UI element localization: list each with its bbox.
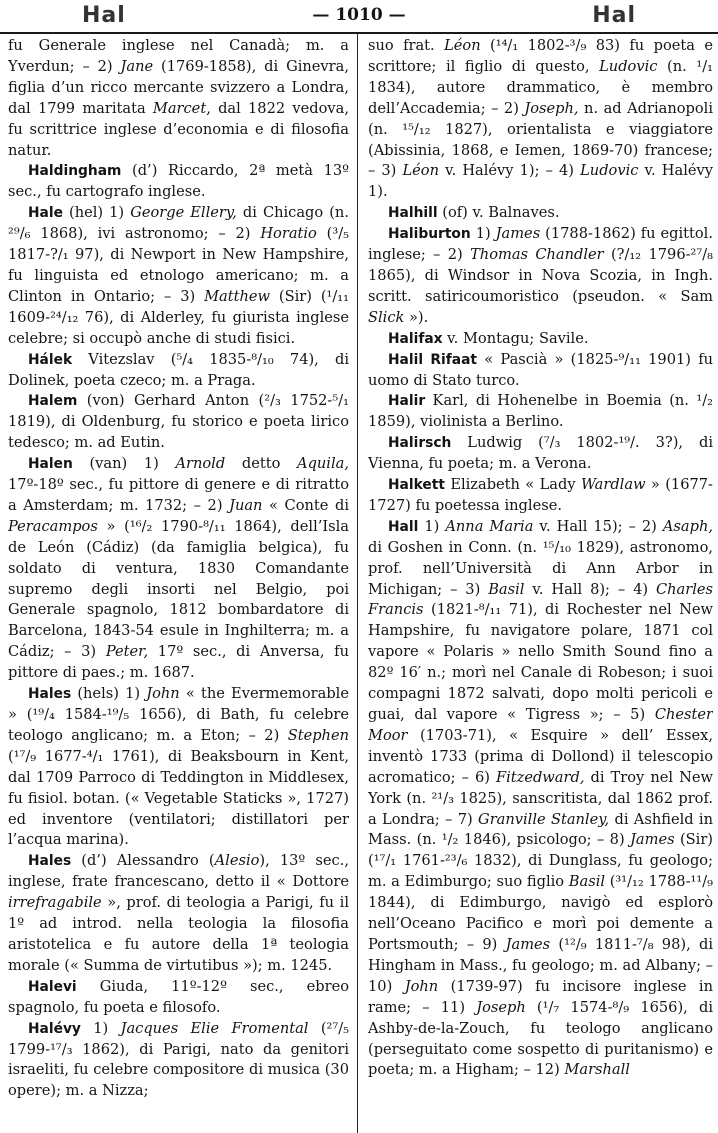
entry-text: » (¹⁶/₂ 1790-⁸/₁₁ 1864), dell’Isla de León (Cádiz) (da famiglia belgica), fu soldato di ventura, 1830 Comandante supremo degli insorti nel Belgio, poi Generale spagnolo, 1812 bombardatore di Barcelona, 1843-54 esule in Inghilterra; m. a Cádiz; – 3) — [8, 517, 349, 661]
entry-text: (1703-71), « Esquire » dell’ Essex, inventò 1733 (prima di Dollond) il telescopio acromatico; – 6) — [368, 726, 713, 786]
entry-text: 1) — [80, 1019, 121, 1037]
dictionary-entry — [8, 350, 349, 392]
italic-text: Thomas Chandler — [470, 246, 604, 264]
entry-text: (¹⁷/₉ 1677-⁴/₁ 1761), di Beaksbourn in Kent, dal 1709 Parroco di Teddington in Middlesex, fu fisiol. botan. (« Vegetable Staticks », 1727) ed inventore (ventilatori; distillatori per l’acqua marina). — [8, 747, 349, 849]
entry-continuation — [368, 36, 713, 203]
entry-text: Elizabeth « Lady — [444, 476, 581, 494]
entry-text: (³/₅ 1817-?/₁ 97), di Newport in New Hampshire, fu linguista ed etnologo americano; m. a Clinton in Ontario; – 3) — [8, 225, 349, 305]
italic-text: Marshall — [564, 1061, 630, 1079]
dictionary-entry — [8, 391, 349, 454]
italic-text: Jacques Elie Fromental — [120, 1019, 309, 1037]
dictionary-entry — [8, 1019, 349, 1103]
entry-headword: Halevi — [28, 978, 77, 995]
entry-text: di Goshen in Conn. (n. ¹⁵/₁₀ 1829), astronomo, prof. nell’Università di Ann Arbor in Michigan; – 3) — [368, 538, 713, 598]
dictionary-entry — [368, 350, 713, 392]
italic-text: Fitzedward, — [495, 768, 585, 786]
entry-text: v. Halévy 1). — [368, 162, 713, 201]
entry-text: di Ashfield in Mass. (n. ¹/₂ 1846), psicologo; – 8) — [368, 810, 713, 849]
entry-text: v. Montagu; Savile. — [442, 329, 589, 347]
entry-headword: Halévy — [28, 1020, 81, 1037]
entry-headword: Haldingham — [28, 163, 122, 180]
entry-text: Ludwig (⁷/₃ 1802-¹⁹/. 3?), di Vienna, fu poeta; m. a Verona. — [368, 434, 713, 473]
entry-text: (d’) Alessandro ( — [71, 852, 215, 870]
entry-text: 1) — [418, 517, 446, 535]
entry-text: detto — [225, 455, 298, 473]
italic-text: Léon — [402, 162, 439, 180]
italic-text: Ludovic — [580, 162, 639, 180]
entry-text: 17º-18º sec., fu pittore di genere e di ritratto a Amsterdam; m. 1732; – 2) — [8, 476, 349, 514]
italic-text: Joseph, — [524, 99, 579, 117]
entry-text: ), 13º sec., inglese, frate francescano, detto il « Dottore — [8, 852, 349, 891]
italic-text: Alesio — [214, 852, 260, 870]
entry-headword: Halem — [28, 393, 78, 410]
entry-text: (Sir) (¹⁷/₁ 1761-²³/₆ 1832), di Dunglass, fu geologo; m. a Edimburgo; suo figlio — [368, 831, 713, 891]
italic-text: Joseph — [476, 998, 526, 1016]
entry-text: 17º sec., di Anversa, fu pittore di paes.; m. 1687. — [8, 643, 349, 682]
dictionary-entry — [368, 224, 713, 329]
italic-text: Basil — [568, 873, 606, 891]
entry-text: (¹/₇ 1574-⁸/₉ 1656), di Ashby-de-la-Zouch, fu teologo anglicano (perseguitato come sospetto di puritanismo) e poeta; m. a Higham; – 12) — [368, 998, 713, 1079]
italic-text: Jane — [120, 57, 154, 75]
italic-text: Peter, — [105, 643, 149, 661]
column-divider — [357, 34, 358, 1133]
entry-text: (²⁷/₅ 1799-¹⁷/₃ 1862), di Parigi, nato da genitori israeliti, fu celebre compositore di musica (30 opere); m. a Nizza; — [8, 1019, 349, 1100]
italic-text: Basil — [488, 580, 525, 598]
entry-text: (1739-97) fu incisore inglese in rame; – 11) — [368, 977, 713, 1016]
entry-text: di Chicago (n. ²⁹/₆ 1868), ivi astronomo; – 2) — [8, 204, 349, 243]
entry-text: (1788-1862) fu egittol. inglese; – 2) — [368, 225, 713, 264]
dictionary-entry — [368, 475, 713, 517]
italic-text: Matthew — [204, 287, 270, 305]
entry-text: Vitezslav (⁵/₄ 1835-⁸/₁₀ 74), di Dolinek, poeta czeco; m. a Praga. — [8, 350, 349, 389]
entry-text: (³¹/₁₂ 1788-¹¹/₉ 1844), di Edimburgo, navigò ed esplorò nell’Oceano Pacifico e morì poi demente a Portsmouth; – 9) — [368, 873, 713, 953]
italic-text: Marcet — [152, 99, 207, 117]
entry-text: (¹²/₉ 1811-⁷/₈ 98), di Hingham in Mass., fu geologo; m. ad Albany; – 10) — [368, 935, 713, 995]
entry-headword: Hale — [28, 205, 63, 222]
italic-text: Stephen — [287, 726, 349, 744]
entry-headword: Halifax — [388, 330, 443, 347]
italic-text: James — [630, 831, 675, 849]
italic-text: James — [505, 935, 551, 953]
entry-text: (hel) 1) — [62, 204, 131, 222]
entry-headword: Hales — [28, 686, 72, 703]
entry-headword: Halirsch — [388, 435, 452, 452]
italic-text: James — [495, 225, 541, 243]
entry-headword: Halil Rifaat — [388, 351, 478, 368]
entry-text: Karl, di Hohenelbe in Boemia (n. ¹/₂ 1859), violinista a Berlino. — [368, 392, 713, 431]
page-number: — 1010 — — [312, 5, 406, 25]
italic-text: Horatio — [260, 225, 317, 243]
entry-text: (van) 1) — [72, 455, 176, 473]
entry-text: »). — [404, 308, 429, 326]
italic-text: George Ellery, — [130, 204, 237, 222]
entry-text: 1) — [470, 225, 496, 243]
entry-text: (¹⁴/₁ 1802-³/₉ 83) fu poeta e scrittore; il figlio di questo, — [368, 37, 713, 75]
entry-headword: Haliburton — [388, 226, 471, 243]
entry-headword: Halir — [388, 393, 426, 410]
page-header — [0, 0, 718, 30]
entry-text: », prof. di teologia a Parigi, fu il 1º ad introd. nella teologia la filosofia aristotelica e fu autore della 1ª teologia morale (« Summa de virtutibus »); m. 1245. — [8, 894, 349, 974]
entry-text: (?/₁₂ 1796-²⁷/₈ 1865), di Windsor in Nova Scozia, in Ingh. scritt. satiricoumoristico (pseudon. « Sam — [368, 246, 713, 305]
entry-text: , dal 1822 vedova, fu scrittrice inglese d’economia e di filosofia natur. — [8, 99, 349, 159]
header-left-word: Hal — [82, 2, 126, 28]
italic-text: Chester Moor — [368, 706, 713, 744]
entry-headword: Halen — [28, 456, 73, 473]
entry-text: suo frat. — [368, 37, 445, 54]
entry-text: (Sir) (¹/₁₁ 1609-²⁴/₁₂ 76), di Alderley, fu giurista inglese celebre; si occupò anche di studi fisici. — [8, 287, 349, 347]
dictionary-entry — [368, 517, 713, 1081]
italic-text: Aquila, — [297, 455, 349, 473]
dictionary-entry — [8, 454, 349, 684]
entry-text: « Conte di — [262, 496, 349, 514]
italic-text: Ludovic — [599, 57, 658, 75]
italic-text: Granville Stanley, — [478, 810, 610, 828]
italic-text: Wardlaw — [580, 476, 646, 494]
entry-text: Giuda, 11º-12º sec., ebreo spagnolo, fu poeta e filosofo. — [8, 977, 349, 1016]
entry-text: (d’) Riccardo, 2ª metà 13º sec., fu cartografo inglese. — [8, 162, 349, 201]
entry-text: v. Hall 15); – 2) — [533, 517, 663, 535]
entry-headword: Halhill — [388, 205, 438, 222]
entry-text: v. Halévy 1); – 4) — [438, 162, 581, 180]
italic-text: Juan — [229, 496, 263, 514]
italic-text: Arnold — [175, 455, 226, 473]
header-rule — [0, 32, 718, 34]
left-column — [8, 36, 349, 1126]
entry-headword: Hálek — [28, 351, 73, 368]
entry-text: (n. ¹/₁ 1834), autore drammatico, è membro dell’Accademia; – 2) — [368, 57, 713, 117]
italic-text: John — [404, 977, 439, 995]
entry-text: « Pascià » (1825-⁹/₁₁ 1901) fu uomo di Stato turco. — [368, 350, 713, 389]
entry-text: fu Generale inglese nel Canadà; m. a Yverdun; – 2) — [8, 37, 349, 75]
entry-text: (1821-⁸/₁₁ 71), di Rochester nel New Hampshire, fu navigatore polare, 1871 col vapore « Polaris » nello Smith Sound fino a 82º 16′ n.; morì nel Canale di Robeson; i suoi compagni 1872 salvati, dopo molti pericoli e guai, dal vapore « Tigress »; – 5) — [368, 601, 713, 723]
dictionary-entry — [8, 851, 349, 976]
entry-text: (of) v. Balnaves. — [437, 204, 560, 222]
entry-headword: Halkett — [388, 477, 445, 494]
dictionary-entry — [8, 977, 349, 1019]
italic-text: Charles Francis — [368, 580, 713, 619]
entry-text: » (1677-1727) fu poetessa inglese. — [368, 476, 713, 514]
entry-text: di Troy nel New York (n. ²¹/₃ 1825), sanscritista, dal 1862 prof. a Londra; – 7) — [368, 768, 713, 828]
entry-text: (1769-1858), di Ginevra, figlia d’un ricco mercante svizzero a Londra, dal 1799 maritata — [8, 57, 349, 117]
right-column — [368, 36, 713, 1126]
dictionary-entry — [368, 203, 713, 224]
dictionary-entry — [8, 161, 349, 203]
entry-headword: Hall — [388, 518, 419, 535]
entry-text: « the Evermemorable » (¹⁹/₄ 1584-¹⁹/₅ 1656), di Bath, fu celebre teologo anglicano; m. a Eton; – 2) — [8, 685, 349, 744]
dictionary-entry — [368, 329, 713, 350]
italic-text: irrefragabile — [8, 894, 102, 912]
entry-text: (von) Gerhard Anton (²/₃ 1752-⁵/₁ 1819), di Oldenburg, fu storico e poeta lirico tedesco; m. ad Eutin. — [8, 392, 349, 452]
entry-text: n. ad Adrianopoli (n. ¹⁵/₁₂ 1827), orientalista e viaggiatore (Abissinia, 1868, e Iemen, 1869-70) francese; – 3) — [368, 99, 713, 180]
entry-text: v. Hall 8); – 4) — [524, 580, 656, 598]
dictionary-entry — [368, 433, 713, 475]
header-right-word: Hal — [592, 2, 636, 28]
dictionary-entry — [8, 684, 349, 851]
italic-text: John — [146, 685, 180, 703]
italic-text: Anna Maria — [445, 517, 534, 535]
italic-text: Peracampos — [8, 517, 98, 535]
italic-text: Asaph, — [662, 517, 713, 535]
entry-headword: Hales — [28, 853, 72, 870]
entry-continuation — [8, 36, 349, 161]
entry-text: (hels) 1) — [71, 685, 147, 703]
italic-text: Slick — [368, 308, 405, 326]
dictionary-entry — [8, 203, 349, 349]
dictionary-entry — [368, 391, 713, 433]
italic-text: Léon — [444, 37, 481, 54]
